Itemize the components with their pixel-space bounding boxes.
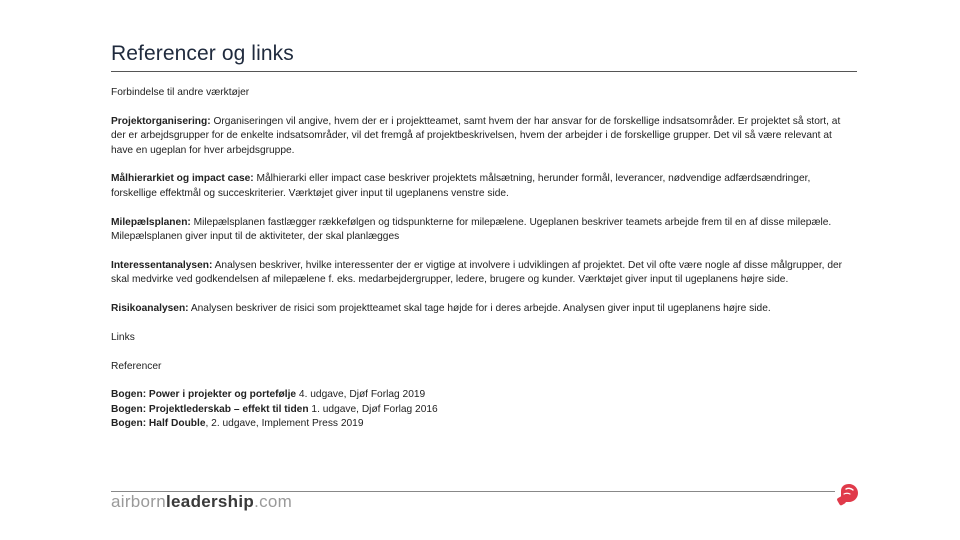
- boxing-glove-icon: [834, 480, 862, 508]
- item-projektorganisering: [111, 115, 851, 158]
- item-maalhierarki: [111, 172, 851, 201]
- reference-term: Bogen: Power i projekter og portefølje: [111, 389, 297, 401]
- reference-text: , 2. udgave, Implement Press 2019: [205, 418, 364, 430]
- references-heading: Referencer: [111, 360, 162, 372]
- reference-item: [111, 403, 851, 417]
- title-divider: [111, 71, 857, 72]
- item-term: Interessentanalysen:: [111, 259, 213, 271]
- item-text: Analysen beskriver, hvilke interessenter der er vigtige at involvere i udviklingen af projektet. Det vil ofte være nogle af disse målgrupper, der skal medvirke ved godkendelsen af milepælene f. eks. medarbejdergrupper, ledere, brugere og kunder. Værktøjet giver input til ugeplanens højre side.: [111, 259, 843, 286]
- reference-term: Bogen: Half Double: [111, 418, 206, 430]
- intro-text: Forbindelse til andre værktøjer: [111, 87, 250, 98]
- item-term: Milepælsplanen:: [111, 216, 191, 228]
- logo-part-domain: .com: [254, 492, 293, 511]
- item-text: Organiseringen vil angive, hvem der er i projektteamet, samt hvem der har ansvar for de forskellige indsatsområder. Er projektet så stort, at der er arbejdsgrupper for de enkelte indsatsområder, vil det fremgå af projektbeskrivelsen, hvem der arbejder i de forskellige grupper. Det vil så være relevant at have en ugeplan for hver arbejdsgruppe.: [111, 115, 841, 156]
- item-term: Målhierarkiet og impact case:: [111, 173, 254, 185]
- reference-text: 1. udgave, Djøf Forlag 2016: [308, 403, 438, 415]
- item-risikoanalyse: [111, 302, 851, 316]
- links-heading: Links: [111, 331, 135, 343]
- item-text: Målhierarki eller impact case beskriver projektets målsætning, herunder formål, leverancer, nødvendige adfærdsændringer, forskellige effektmål og succeskriterier. Værktøjet giver input til ugeplanens venstre side.: [111, 173, 811, 199]
- reference-text: 4. udgave, Djøf Forlag 2019: [296, 389, 426, 401]
- content-body: [111, 86, 851, 432]
- item-interessentanalyse: [111, 259, 851, 288]
- item-text: Analysen beskriver de risici som projektteamet skal tage højde for i deres arbejde. Analysen giver input til ugeplanens højre side.: [188, 303, 771, 315]
- page-title: Referencer og links: [111, 42, 294, 65]
- item-term: Risikoanalysen:: [111, 303, 189, 315]
- reference-item: [111, 417, 851, 431]
- reference-item: [111, 388, 851, 402]
- item-milepaelsplan: [111, 216, 851, 245]
- footer-logo: [111, 492, 292, 512]
- logo-part-leadership: leadership: [166, 492, 255, 511]
- item-text: Milepælsplanen fastlægger rækkefølgen og tidspunkterne for milepælene. Ugeplanen beskriver teamets arbejde frem til en af disse milepæle. Milepælsplanen giver input til de aktiviteter, der skal planlægges: [111, 216, 832, 243]
- reference-list: [111, 388, 851, 431]
- item-term: Projektorganisering:: [111, 115, 211, 127]
- reference-term: Bogen: Projektlederskab – effekt til tiden: [111, 403, 309, 415]
- logo-part-airborn: airborn: [111, 492, 167, 511]
